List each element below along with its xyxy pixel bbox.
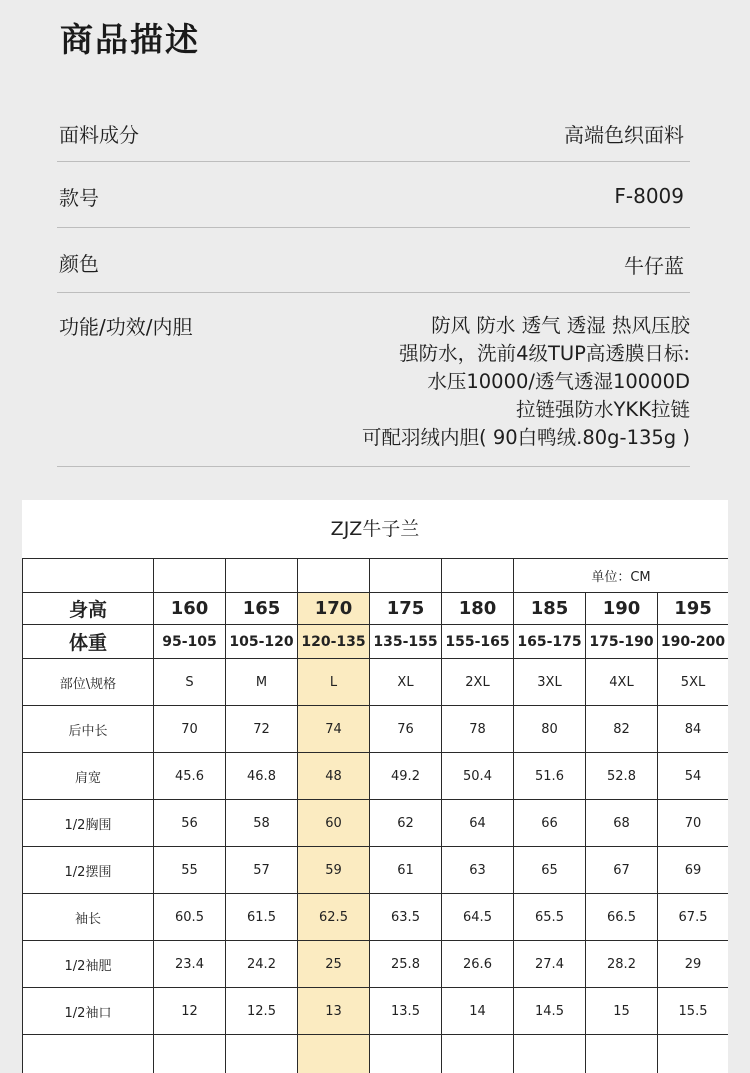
measurement-cell: 28.2: [586, 941, 658, 988]
measurement-cell: 12: [154, 988, 226, 1035]
size-cell: 3XL: [514, 659, 586, 706]
size-chart: [22, 500, 728, 1073]
height-row: [23, 593, 729, 625]
size-label: 部位\规格: [23, 659, 154, 706]
function-line: 拉链强防水YKK拉链: [516, 398, 690, 421]
measurement-label: 1/2袖口: [23, 988, 154, 1035]
size-cell: XL: [370, 659, 442, 706]
size-cell: 4XL: [586, 659, 658, 706]
unit-row: [23, 559, 729, 593]
measurement-row: [23, 941, 729, 988]
height-cell: 175: [370, 593, 442, 625]
measurement-cell: 48: [298, 753, 370, 800]
fabric-row: [57, 100, 690, 162]
measurement-cell: 61: [370, 847, 442, 894]
function-line: 水压10000/透气透湿10000D: [427, 370, 690, 393]
measurement-cell: 61.5: [226, 894, 298, 941]
measurement-cell: 64: [442, 800, 514, 847]
measurement-label: 肩宽: [23, 753, 154, 800]
measurement-cell: 57: [226, 847, 298, 894]
measurement-label: 1/2袖肥: [23, 941, 154, 988]
measurement-cell: 63.5: [370, 894, 442, 941]
weight-cell: 135-155: [370, 625, 442, 659]
color-value: 牛仔蓝: [624, 254, 684, 278]
measurement-cell: 13: [298, 988, 370, 1035]
measurement-cell: 70: [154, 706, 226, 753]
measurement-cell: 54: [658, 753, 729, 800]
size-cell: M: [226, 659, 298, 706]
measurement-cell: 55: [154, 847, 226, 894]
measurement-cell: 52.8: [586, 753, 658, 800]
measurement-cell: 60: [298, 800, 370, 847]
measurement-cell: 12.5: [226, 988, 298, 1035]
measurement-cell: 50.4: [442, 753, 514, 800]
weight-cell: 165-175: [514, 625, 586, 659]
weight-cell: 155-165: [442, 625, 514, 659]
weight-label: 体重: [23, 625, 154, 659]
style-number-label: 款号: [59, 186, 99, 210]
measurement-cell: 59: [298, 847, 370, 894]
size-row: [23, 659, 729, 706]
measurement-cell: 80: [514, 706, 586, 753]
measurement-cell: 46.8: [226, 753, 298, 800]
measurement-cell: 14: [442, 988, 514, 1035]
measurement-row: [23, 988, 729, 1035]
size-cell: 5XL: [658, 659, 729, 706]
measurement-cell: 68: [586, 800, 658, 847]
measurement-cell: 63: [442, 847, 514, 894]
measurement-label: 袖长: [23, 894, 154, 941]
measurement-cell: 66: [514, 800, 586, 847]
measurement-cell: 51.6: [514, 753, 586, 800]
measurement-cell: 62: [370, 800, 442, 847]
height-cell: 185: [514, 593, 586, 625]
measurement-cell: 76: [370, 706, 442, 753]
measurement-cell: 67.5: [658, 894, 729, 941]
measurement-label: 1/2摆围: [23, 847, 154, 894]
weight-cell: 95-105: [154, 625, 226, 659]
height-cell: 195: [658, 593, 729, 625]
measurement-label: 后中长: [23, 706, 154, 753]
measurement-cell: 82: [586, 706, 658, 753]
measurement-cell: 69: [658, 847, 729, 894]
function-line: 可配羽绒内胆( 90白鸭绒.80g-135g ): [362, 426, 690, 449]
height-cell: 180: [442, 593, 514, 625]
color-label: 颜色: [59, 252, 99, 276]
height-label: 身高: [23, 593, 154, 625]
function-line: 强防水，洗前4级TUP高透膜日标:: [399, 342, 690, 365]
measurement-row: [23, 847, 729, 894]
measurement-row: [23, 706, 729, 753]
size-cell: S: [154, 659, 226, 706]
size-cell: L: [298, 659, 370, 706]
fabric-label: 面料成分: [59, 123, 139, 147]
height-cell: 165: [226, 593, 298, 625]
measurement-row: [23, 800, 729, 847]
weight-row: [23, 625, 729, 659]
measurement-row: [23, 894, 729, 941]
measurement-row: [23, 753, 729, 800]
measurement-cell: 84: [658, 706, 729, 753]
measurement-cell: 15: [586, 988, 658, 1035]
measurement-cell: 56: [154, 800, 226, 847]
measurement-row: [23, 1035, 729, 1073]
measurement-cell: 45.6: [154, 753, 226, 800]
measurement-cell: 74: [298, 706, 370, 753]
measurement-cell: 64.5: [442, 894, 514, 941]
measurement-cell: 65.5: [514, 894, 586, 941]
measurement-cell: 67: [586, 847, 658, 894]
measurement-cell: 23.4: [154, 941, 226, 988]
fabric-value: 高端色织面料: [564, 123, 684, 147]
function-line: 防风 防水 透气 透湿 热风压胶: [431, 314, 690, 337]
measurement-cell: 72: [226, 706, 298, 753]
weight-cell: 175-190: [586, 625, 658, 659]
measurement-cell: 25: [298, 941, 370, 988]
page-title: 商品描述: [60, 20, 200, 59]
size-table: [22, 558, 728, 1073]
measurement-cell: 13.5: [370, 988, 442, 1035]
measurement-cell: 60.5: [154, 894, 226, 941]
weight-cell: 120-135: [298, 625, 370, 659]
height-cell: 190: [586, 593, 658, 625]
measurement-cell: 14.5: [514, 988, 586, 1035]
color-row: [57, 228, 690, 293]
style-number-row: [57, 162, 690, 228]
measurement-cell: 78: [442, 706, 514, 753]
measurement-cell: 27.4: [514, 941, 586, 988]
measurement-cell: 65: [514, 847, 586, 894]
measurement-cell: 49.2: [370, 753, 442, 800]
measurement-label: 1/2胸围: [23, 800, 154, 847]
measurement-cell: 15.5: [658, 988, 729, 1035]
size-cell: 2XL: [442, 659, 514, 706]
unit-label: 单位：CM: [514, 559, 729, 593]
measurement-rows: [23, 706, 729, 1073]
brand-name: ZJZ牛子兰: [330, 518, 420, 540]
measurement-cell: 26.6: [442, 941, 514, 988]
measurement-cell: 58: [226, 800, 298, 847]
measurement-cell: 62.5: [298, 894, 370, 941]
weight-cell: 105-120: [226, 625, 298, 659]
function-label: 功能/功效/内胆: [59, 315, 193, 339]
measurement-cell: 66.5: [586, 894, 658, 941]
height-cell: 160: [154, 593, 226, 625]
measurement-cell: 70: [658, 800, 729, 847]
height-cell: 170: [298, 593, 370, 625]
measurement-cell: 25.8: [370, 941, 442, 988]
function-value: [362, 312, 690, 452]
measurement-cell: 29: [658, 941, 729, 988]
style-number-value: F-8009: [614, 184, 684, 208]
weight-cell: 190-200: [658, 625, 729, 659]
measurement-cell: 24.2: [226, 941, 298, 988]
